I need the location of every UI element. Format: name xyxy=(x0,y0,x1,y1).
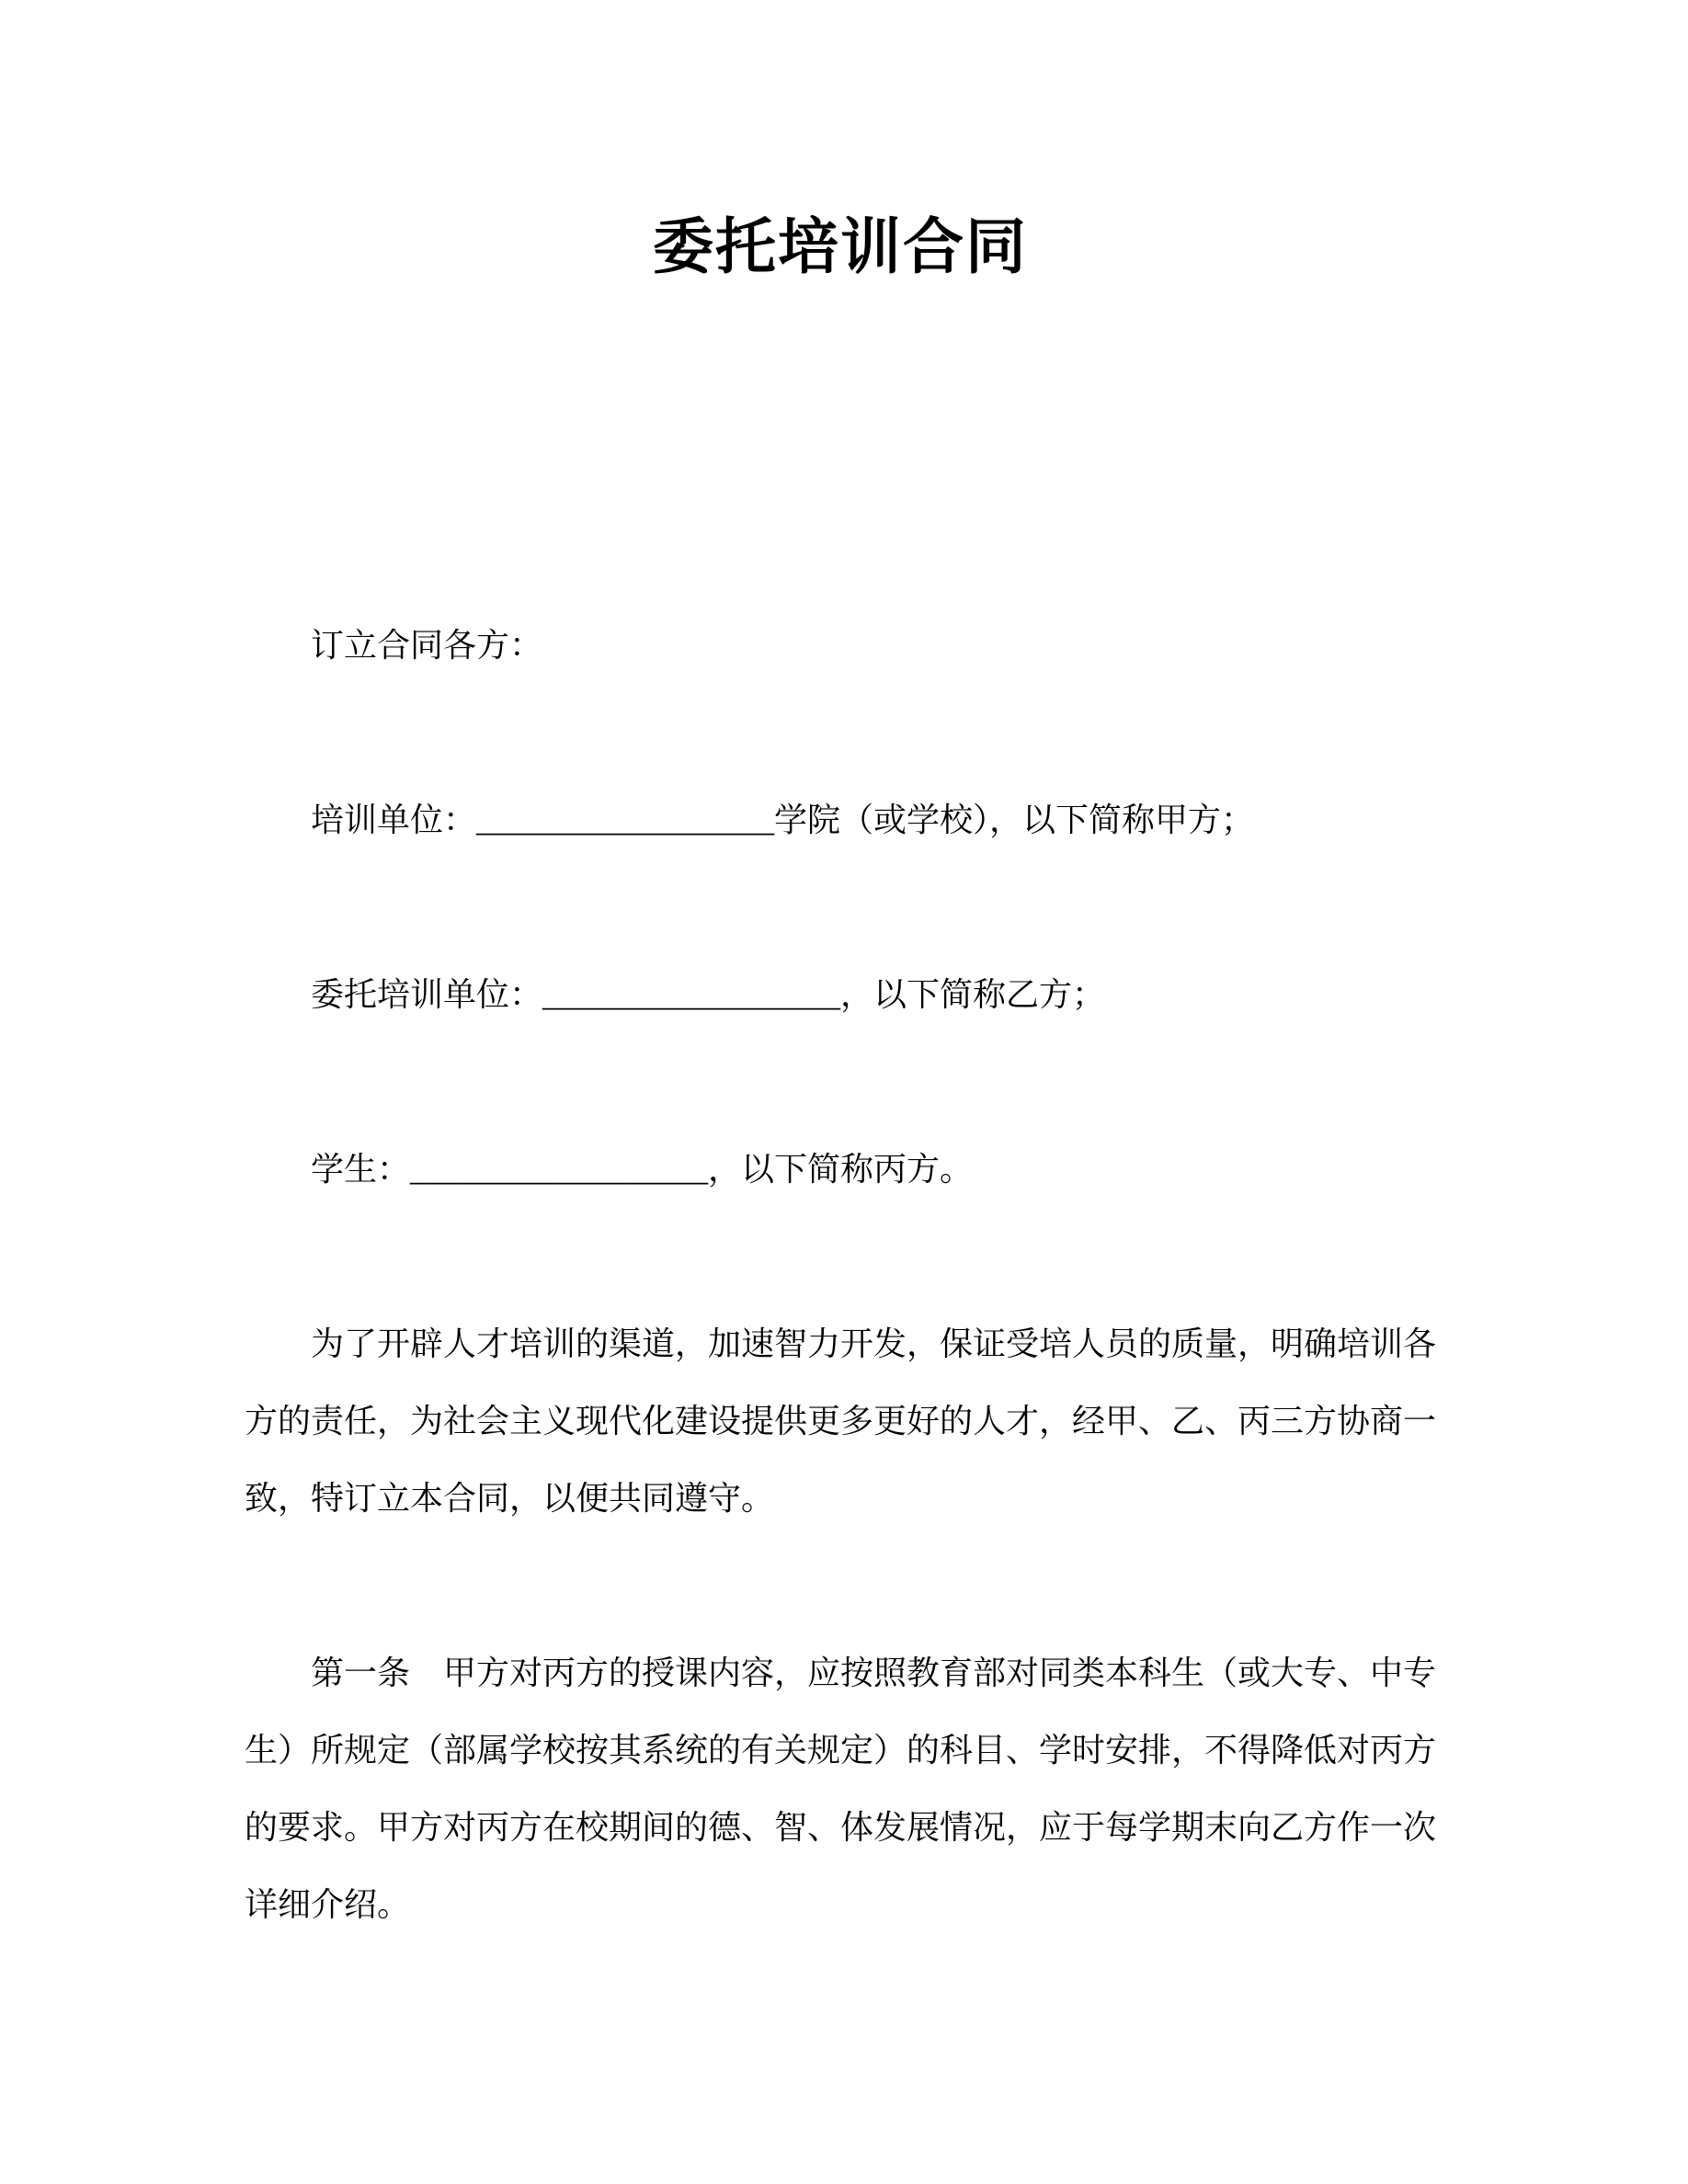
paragraph-preamble: 为了开辟人才培训的渠道，加速智力开发，保证受培人员的质量，明确培训各方的责任，为社会主义现代化建设提供更多更好的人才，经甲、乙、丙三方协商一致，特订立本合同，以便共同遵守。 xyxy=(245,1325,1437,1517)
paragraph-party-b xyxy=(245,956,1436,1033)
party-c-label: 学生： xyxy=(311,1151,411,1188)
party-b-blank-line: __________________ xyxy=(542,976,841,1013)
party-a-label: 培训单位： xyxy=(311,802,477,838)
paragraph-party-a xyxy=(245,781,1436,859)
paragraph-parties-intro: 订立合同各方： xyxy=(311,627,543,664)
party-c-blank-line: __________________ xyxy=(410,1151,709,1188)
party-b-suffix: ，以下简称乙方； xyxy=(840,976,1106,1013)
party-c-suffix: ，以下简称丙方。 xyxy=(708,1151,974,1188)
document-title: 委托培训合同 xyxy=(653,212,1028,280)
party-a-suffix: 学院（或学校），以下简称甲方； xyxy=(774,802,1255,838)
paragraph-article-1: 第一条 甲方对丙方的授课内容，应按照教育部对同类本科生（或大专、中专生）所规定（部属学校按其系统的有关规定）的科目、学时安排，不得降低对丙方的要求。甲方对丙方在校期间的德、智、体发展情况，应于每学期末向乙方作一次详细介绍。 xyxy=(245,1655,1437,1923)
party-b-label: 委托培训单位： xyxy=(311,976,543,1013)
party-a-blank-line: __________________ xyxy=(476,802,775,838)
paragraph-party-c xyxy=(245,1131,1436,1208)
